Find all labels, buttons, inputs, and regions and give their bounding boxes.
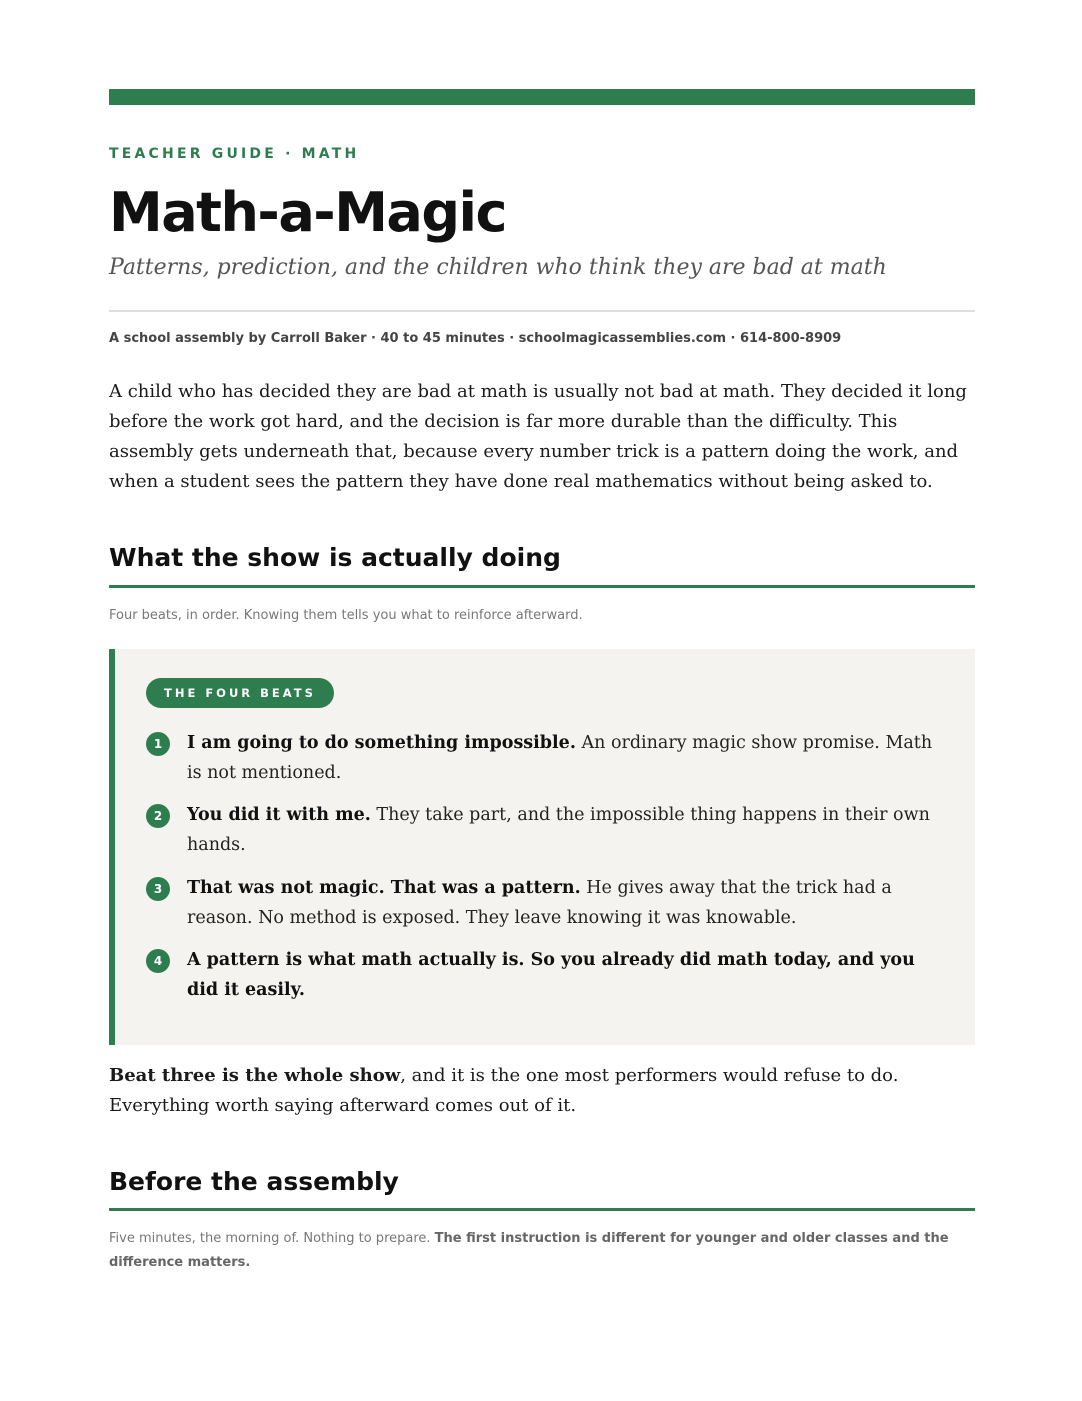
beat-text <box>187 873 947 933</box>
beat-text <box>187 728 947 788</box>
accent-bar <box>109 89 975 105</box>
beat-lead: I am going to do something impossible. <box>187 733 576 753</box>
beat-body: They take part, and the impossible thing happens in their own hands. <box>187 805 930 855</box>
beat-number: 4 <box>146 949 170 973</box>
section-note-before <box>109 1227 975 1275</box>
note-emphasis: The first instruction is different for younger and older classes and the difference matters. <box>109 1231 949 1270</box>
eyebrow: TEACHER GUIDE · MATH <box>109 146 360 162</box>
beat-lead: You did it with me. <box>187 805 371 825</box>
beat-lead: That was not magic. That was a pattern. <box>187 878 581 898</box>
paragraph-lead: Beat three is the whole show <box>109 1065 401 1086</box>
beat-number: 3 <box>146 877 170 901</box>
callout-label: THE FOUR BEATS <box>146 678 334 708</box>
beat-body: An ordinary magic show promise. Math is not mentioned. <box>187 733 933 783</box>
page-title: Math-a-Magic <box>109 181 507 244</box>
byline-meta: A school assembly by Carroll Baker · 40 to 45 minutes · schoolmagicassemblies.com · 614-800-8909 <box>109 331 842 346</box>
beat-text <box>187 945 947 1005</box>
paragraph-body: , and it is the one most performers would refuse to do. Everything worth saying afterward comes out of it. <box>109 1065 899 1116</box>
intro-paragraph: A child who has decided they are bad at math is usually not bad at math. They decided it long before the work got hard, and the decision is far more durable than the difficulty. This assembly gets underneath that, because every number trick is a pattern doing the work, and when a student sees the pattern they have done real mathematics without being asked to. <box>109 381 967 492</box>
note-text: Five minutes, the morning of. Nothing to prepare. <box>109 1231 435 1246</box>
beat-number: 1 <box>146 732 170 756</box>
beat-text <box>187 800 947 860</box>
beat-three-paragraph <box>109 1061 975 1121</box>
beat-lead: A pattern is what math actually is. So you already did math today, and you did it easily. <box>187 950 915 1000</box>
beat-number: 2 <box>146 804 170 828</box>
section-heading-before: Before the assembly <box>109 1167 399 1196</box>
four-beats-callout <box>109 649 975 1045</box>
beat-body: He gives away that the trick had a reason. No method is exposed. They leave knowing it was knowable. <box>187 878 892 928</box>
section-rule <box>109 1208 975 1211</box>
section-note: Four beats, in order. Knowing them tells you what to reinforce afterward. <box>109 608 583 623</box>
section-rule <box>109 585 975 588</box>
section-heading-show: What the show is actually doing <box>109 543 561 572</box>
page-subtitle: Patterns, prediction, and the children who think they are bad at math <box>109 255 887 280</box>
divider <box>109 310 975 312</box>
